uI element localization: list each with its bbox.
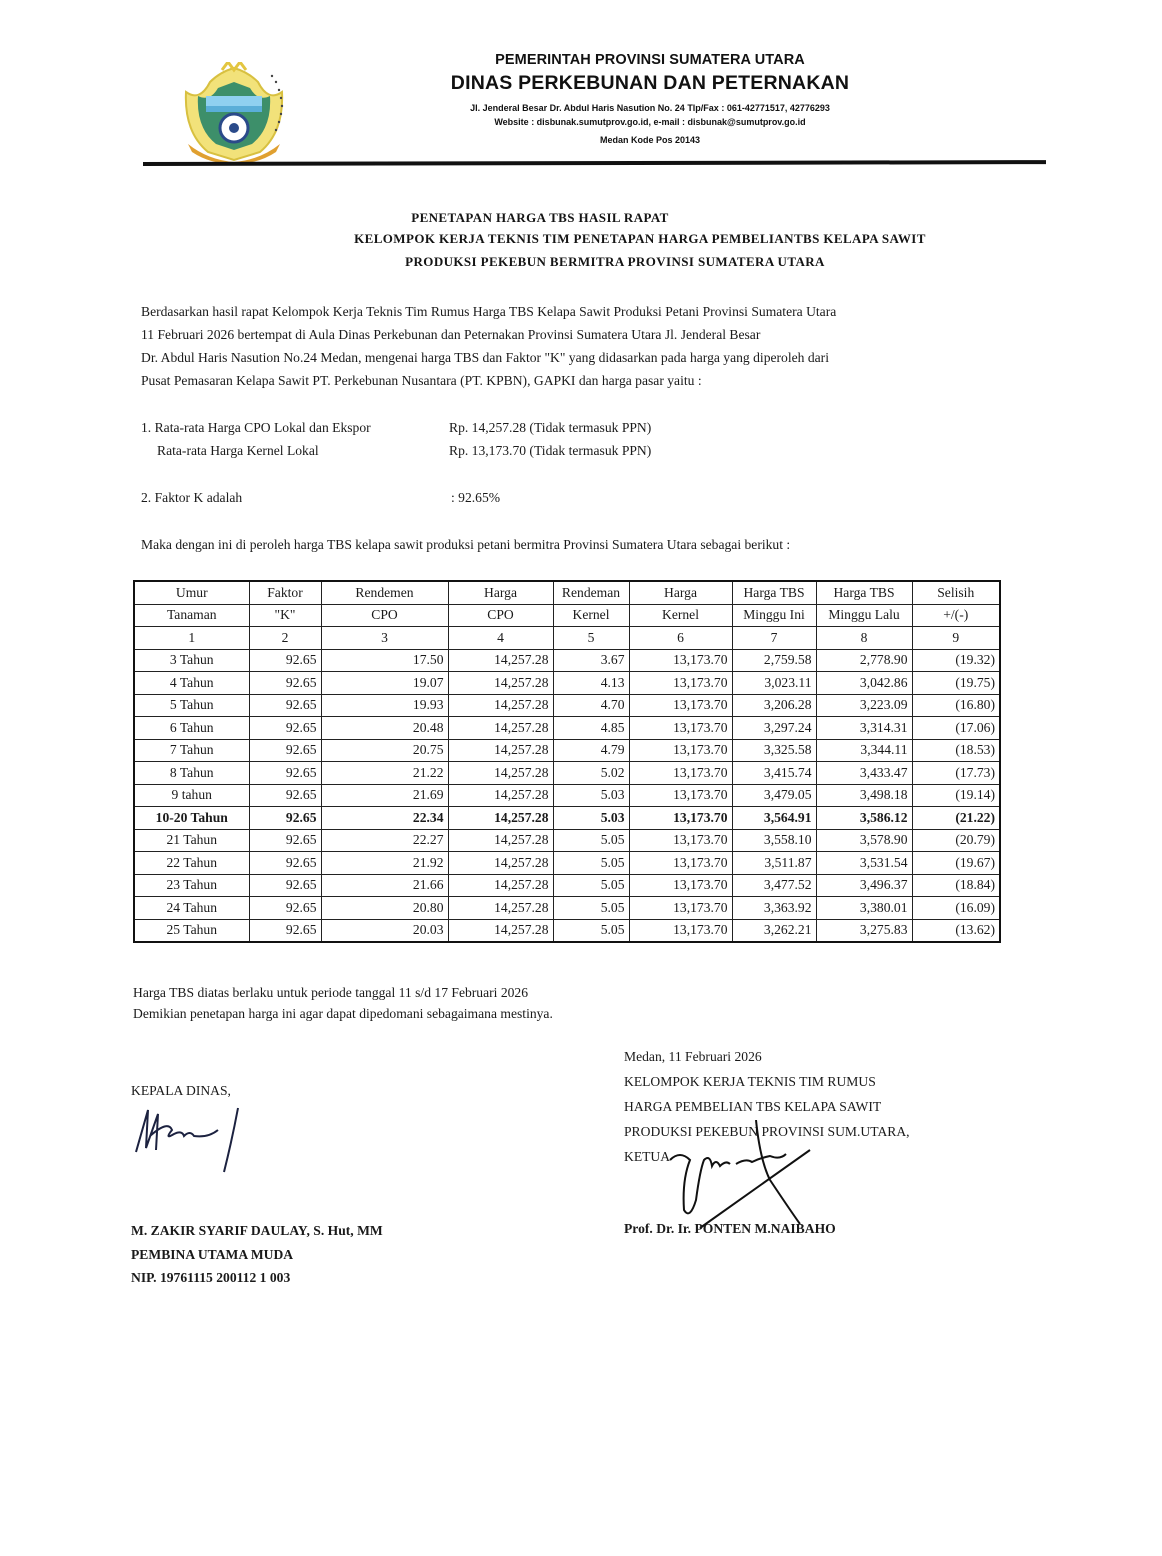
signature-chair-icon xyxy=(660,1120,820,1230)
cell-rend-kernel: 5.03 xyxy=(553,807,629,830)
cell-umur: 24 Tahun xyxy=(134,897,249,920)
header-cell: Selisih xyxy=(912,581,1000,604)
cell-tbs-lalu: 3,344.11 xyxy=(816,739,912,762)
letterhead-divider xyxy=(143,160,1046,166)
cell-umur: 9 tahun xyxy=(134,784,249,807)
cell-selisih: (17.73) xyxy=(912,762,1000,785)
intro-line: Pusat Pemasaran Kelapa Sawit PT. Perkebunan Nusantara (PT. KPBN), GAPKI dan harga pasar yaitu : xyxy=(141,373,702,388)
cell-selisih: (19.14) xyxy=(912,784,1000,807)
cell-faktor: 92.65 xyxy=(249,897,321,920)
table-row xyxy=(134,829,1000,852)
header-cell: "K" xyxy=(249,604,321,627)
cell-rend-kernel: 5.05 xyxy=(553,874,629,897)
cell-harga-cpo: 14,257.28 xyxy=(448,784,553,807)
cell-harga-cpo: 14,257.28 xyxy=(448,897,553,920)
header-cell: Rendemen xyxy=(321,581,448,604)
cell-rend-kernel: 5.05 xyxy=(553,919,629,942)
cell-umur: 25 Tahun xyxy=(134,919,249,942)
cell-harga-kernel: 13,173.70 xyxy=(629,762,732,785)
cell-tbs-ini: 3,363.92 xyxy=(732,897,816,920)
cell-rend-kernel: 4.70 xyxy=(553,694,629,717)
cell-harga-kernel: 13,173.70 xyxy=(629,672,732,695)
cell-harga-cpo: 14,257.28 xyxy=(448,717,553,740)
table-row xyxy=(134,672,1000,695)
cell-tbs-lalu: 3,531.54 xyxy=(816,852,912,875)
cell-rend-cpo: 20.48 xyxy=(321,717,448,740)
cell-faktor: 92.65 xyxy=(249,874,321,897)
cell-rend-kernel: 5.05 xyxy=(553,852,629,875)
cell-harga-cpo: 14,257.28 xyxy=(448,807,553,830)
header-cell: Kernel xyxy=(553,604,629,627)
table-row xyxy=(134,852,1000,875)
intro-line: 11 Februari 2026 bertempat di Aula Dinas Perkebunan dan Peternakan Provinsi Sumatera Utara Jl. Jenderal Besar xyxy=(141,327,761,342)
cell-rend-kernel: 3.67 xyxy=(553,649,629,672)
right-signature-role: KETUA xyxy=(624,1149,671,1164)
cell-rend-kernel: 5.02 xyxy=(553,762,629,785)
header-cell: Umur xyxy=(134,581,249,604)
cell-tbs-lalu: 3,578.90 xyxy=(816,829,912,852)
provincial-emblem-icon xyxy=(178,62,290,164)
header-cell: Minggu Lalu xyxy=(816,604,912,627)
cell-rend-cpo: 19.93 xyxy=(321,694,448,717)
cell-harga-cpo: 14,257.28 xyxy=(448,762,553,785)
cell-harga-kernel: 13,173.70 xyxy=(629,694,732,717)
cell-harga-kernel: 13,173.70 xyxy=(629,649,732,672)
column-number: 2 xyxy=(249,627,321,650)
cell-umur: 8 Tahun xyxy=(134,762,249,785)
cell-rend-kernel: 4.13 xyxy=(553,672,629,695)
header-cell: CPO xyxy=(448,604,553,627)
cell-selisih: (19.75) xyxy=(912,672,1000,695)
cell-umur: 23 Tahun xyxy=(134,874,249,897)
table-intro: Maka dengan ini di peroleh harga TBS kelapa sawit produksi petani bermitra Provinsi Sumatera Utara sebagai berikut : xyxy=(141,537,791,552)
cell-faktor: 92.65 xyxy=(249,717,321,740)
header-cell: Harga TBS xyxy=(732,581,816,604)
cell-tbs-lalu: 3,275.83 xyxy=(816,919,912,942)
cell-tbs-ini: 3,297.24 xyxy=(732,717,816,740)
table-header-row xyxy=(134,604,1000,627)
closing-statement: Demikian penetapan harga ini agar dapat dipedomani sebagaimana mestinya. xyxy=(133,1006,553,1021)
cell-tbs-ini: 3,477.52 xyxy=(732,874,816,897)
cell-harga-kernel: 13,173.70 xyxy=(629,919,732,942)
document-title-line3: PRODUKSI PEKEBUN BERMITRA PROVINSI SUMATERA UTARA xyxy=(405,254,825,269)
cell-selisih: (21.22) xyxy=(912,807,1000,830)
right-signatory-name: Prof. Dr. Ir. PONTEN M.NAIBAHO xyxy=(624,1221,836,1236)
table-row xyxy=(134,762,1000,785)
cell-faktor: 92.65 xyxy=(249,694,321,717)
header-cell: Harga xyxy=(448,581,553,604)
table-row xyxy=(134,919,1000,942)
letterhead-government: PEMERINTAH PROVINSI SUMATERA UTARA xyxy=(495,52,805,68)
cell-umur: 4 Tahun xyxy=(134,672,249,695)
table-row xyxy=(134,807,1000,830)
cell-umur: 6 Tahun xyxy=(134,717,249,740)
cell-tbs-lalu: 3,223.09 xyxy=(816,694,912,717)
cell-selisih: (13.62) xyxy=(912,919,1000,942)
cell-faktor: 92.65 xyxy=(249,739,321,762)
cell-tbs-lalu: 3,380.01 xyxy=(816,897,912,920)
cell-tbs-ini: 3,325.58 xyxy=(732,739,816,762)
left-signatory-rank: PEMBINA UTAMA MUDA xyxy=(131,1247,294,1262)
cell-rend-kernel: 5.03 xyxy=(553,784,629,807)
column-number: 4 xyxy=(448,627,553,650)
document-title-line2: KELOMPOK KERJA TEKNIS TIM PENETAPAN HARGA PEMBELIANTBS KELAPA SAWIT xyxy=(354,231,926,246)
place-date: Medan, 11 Februari 2026 xyxy=(624,1049,762,1064)
header-cell: Minggu Ini xyxy=(732,604,816,627)
cell-umur: 21 Tahun xyxy=(134,829,249,852)
letterhead-department: DINAS PERKEBUNAN DAN PETERNAKAN xyxy=(450,72,850,94)
cell-harga-cpo: 14,257.28 xyxy=(448,829,553,852)
right-signature-line2: HARGA PEMBELIAN TBS KELAPA SAWIT xyxy=(624,1099,882,1114)
cell-harga-kernel: 13,173.70 xyxy=(629,829,732,852)
table-row xyxy=(134,874,1000,897)
cell-tbs-lalu: 2,778.90 xyxy=(816,649,912,672)
cpo-price-label: 1. Rata-rata Harga CPO Lokal dan Ekspor xyxy=(141,420,371,435)
table-row xyxy=(134,694,1000,717)
right-signature-line3: PRODUKSI PEKEBUN PROVINSI SUM.UTARA, xyxy=(624,1124,910,1139)
letterhead-web-email: Website : disbunak.sumutprov.go.id, e-mail : disbunak@sumutprov.go.id xyxy=(494,117,806,127)
intro-line: Berdasarkan hasil rapat Kelompok Kerja Teknis Tim Rumus Harga TBS Kelapa Sawit Produksi Petani Provinsi Sumatera Utara xyxy=(141,304,837,319)
cell-tbs-lalu: 3,586.12 xyxy=(816,807,912,830)
column-number: 9 xyxy=(912,627,1000,650)
cell-rend-cpo: 21.22 xyxy=(321,762,448,785)
cell-faktor: 92.65 xyxy=(249,919,321,942)
cell-tbs-lalu: 3,496.37 xyxy=(816,874,912,897)
cell-tbs-ini: 3,206.28 xyxy=(732,694,816,717)
intro-paragraph xyxy=(141,300,1041,392)
cell-selisih: (19.67) xyxy=(912,852,1000,875)
letterhead-postal: Medan Kode Pos 20143 xyxy=(599,135,701,145)
cell-umur: 7 Tahun xyxy=(134,739,249,762)
cell-tbs-lalu: 3,042.86 xyxy=(816,672,912,695)
table-row xyxy=(134,739,1000,762)
cell-faktor: 92.65 xyxy=(249,852,321,875)
cell-umur: 5 Tahun xyxy=(134,694,249,717)
table-row xyxy=(134,717,1000,740)
cell-rend-cpo: 22.27 xyxy=(321,829,448,852)
cell-harga-kernel: 13,173.70 xyxy=(629,717,732,740)
faktor-k-value: : 92.65% xyxy=(451,490,501,505)
intro-line: Dr. Abdul Haris Nasution No.24 Medan, mengenai harga TBS dan Faktor "K" yang didasarkan pada harga yang diperoleh dari xyxy=(141,350,829,365)
cell-tbs-ini: 3,564.91 xyxy=(732,807,816,830)
header-cell: Tanaman xyxy=(134,604,249,627)
cell-rend-kernel: 5.05 xyxy=(553,897,629,920)
cell-tbs-ini: 3,558.10 xyxy=(732,829,816,852)
cell-tbs-ini: 3,415.74 xyxy=(732,762,816,785)
cell-faktor: 92.65 xyxy=(249,649,321,672)
cell-selisih: (20.79) xyxy=(912,829,1000,852)
kernel-price-label: Rata-rata Harga Kernel Lokal xyxy=(157,443,319,458)
tbs-price-table xyxy=(133,580,1001,943)
cell-rend-cpo: 21.69 xyxy=(321,784,448,807)
cell-harga-cpo: 14,257.28 xyxy=(448,739,553,762)
column-number: 7 xyxy=(732,627,816,650)
cell-umur: 10-20 Tahun xyxy=(134,807,249,830)
cell-rend-cpo: 17.50 xyxy=(321,649,448,672)
cell-harga-cpo: 14,257.28 xyxy=(448,919,553,942)
cell-selisih: (16.09) xyxy=(912,897,1000,920)
cell-tbs-ini: 2,759.58 xyxy=(732,649,816,672)
column-number: 1 xyxy=(134,627,249,650)
left-signatory-name: M. ZAKIR SYARIF DAULAY, S. Hut, MM xyxy=(131,1223,383,1238)
cell-harga-cpo: 14,257.28 xyxy=(448,874,553,897)
header-cell: Harga TBS xyxy=(816,581,912,604)
cell-selisih: (17.06) xyxy=(912,717,1000,740)
cell-rend-cpo: 20.75 xyxy=(321,739,448,762)
signature-head-icon xyxy=(128,1100,268,1180)
column-number: 8 xyxy=(816,627,912,650)
column-number: 6 xyxy=(629,627,732,650)
cell-umur: 3 Tahun xyxy=(134,649,249,672)
cell-harga-kernel: 13,173.70 xyxy=(629,852,732,875)
cell-rend-cpo: 20.80 xyxy=(321,897,448,920)
cell-rend-cpo: 21.66 xyxy=(321,874,448,897)
cell-rend-kernel: 4.85 xyxy=(553,717,629,740)
cell-tbs-ini: 3,479.05 xyxy=(732,784,816,807)
cell-harga-cpo: 14,257.28 xyxy=(448,852,553,875)
cell-selisih: (19.32) xyxy=(912,649,1000,672)
table-column-number-row xyxy=(134,627,1000,650)
header-cell: +/(-) xyxy=(912,604,1000,627)
cell-tbs-ini: 3,511.87 xyxy=(732,852,816,875)
cell-faktor: 92.65 xyxy=(249,829,321,852)
cell-tbs-ini: 3,023.11 xyxy=(732,672,816,695)
right-signature-line1: KELOMPOK KERJA TEKNIS TIM RUMUS xyxy=(624,1074,876,1089)
cell-rend-kernel: 4.79 xyxy=(553,739,629,762)
cell-selisih: (18.84) xyxy=(912,874,1000,897)
header-cell: Kernel xyxy=(629,604,732,627)
cell-harga-kernel: 13,173.70 xyxy=(629,897,732,920)
left-signatory-nip: NIP. 19761115 200112 1 003 xyxy=(131,1270,291,1285)
table-row xyxy=(134,784,1000,807)
cell-rend-kernel: 5.05 xyxy=(553,829,629,852)
cell-harga-kernel: 13,173.70 xyxy=(629,739,732,762)
kernel-price-value: Rp. 13,173.70 (Tidak termasuk PPN) xyxy=(449,443,652,458)
cell-rend-cpo: 20.03 xyxy=(321,919,448,942)
cell-selisih: (16.80) xyxy=(912,694,1000,717)
validity-period: Harga TBS diatas berlaku untuk periode tanggal 11 s/d 17 Februari 2026 xyxy=(133,985,529,1000)
cell-selisih: (18.53) xyxy=(912,739,1000,762)
header-cell: Rendeman xyxy=(553,581,629,604)
cpo-price-value: Rp. 14,257.28 (Tidak termasuk PPN) xyxy=(449,420,652,435)
table-row xyxy=(134,897,1000,920)
cell-tbs-ini: 3,262.21 xyxy=(732,919,816,942)
cell-rend-cpo: 19.07 xyxy=(321,672,448,695)
cell-faktor: 92.65 xyxy=(249,762,321,785)
cell-harga-kernel: 13,173.70 xyxy=(629,784,732,807)
cell-faktor: 92.65 xyxy=(249,807,321,830)
cell-harga-kernel: 13,173.70 xyxy=(629,874,732,897)
cell-tbs-lalu: 3,498.18 xyxy=(816,784,912,807)
column-number: 5 xyxy=(553,627,629,650)
cell-harga-cpo: 14,257.28 xyxy=(448,694,553,717)
cell-harga-kernel: 13,173.70 xyxy=(629,807,732,830)
header-cell: Harga xyxy=(629,581,732,604)
cell-faktor: 92.65 xyxy=(249,784,321,807)
document-title-line1: PENETAPAN HARGA TBS HASIL RAPAT xyxy=(411,210,669,225)
faktor-k-label: 2. Faktor K adalah xyxy=(141,490,243,505)
left-signature-title: KEPALA DINAS, xyxy=(131,1083,231,1098)
cell-rend-cpo: 22.34 xyxy=(321,807,448,830)
cell-tbs-lalu: 3,314.31 xyxy=(816,717,912,740)
cell-tbs-lalu: 3,433.47 xyxy=(816,762,912,785)
cell-rend-cpo: 21.92 xyxy=(321,852,448,875)
cell-harga-cpo: 14,257.28 xyxy=(448,649,553,672)
letterhead-address: Jl. Jenderal Besar Dr. Abdul Haris Nasution No. 24 Tlp/Fax : 061-42771517, 42776293 xyxy=(470,103,830,113)
cell-harga-cpo: 14,257.28 xyxy=(448,672,553,695)
table-header-row xyxy=(134,581,1000,604)
table-row xyxy=(134,649,1000,672)
cell-faktor: 92.65 xyxy=(249,672,321,695)
column-number: 3 xyxy=(321,627,448,650)
header-cell: Faktor xyxy=(249,581,321,604)
cell-umur: 22 Tahun xyxy=(134,852,249,875)
header-cell: CPO xyxy=(321,604,448,627)
